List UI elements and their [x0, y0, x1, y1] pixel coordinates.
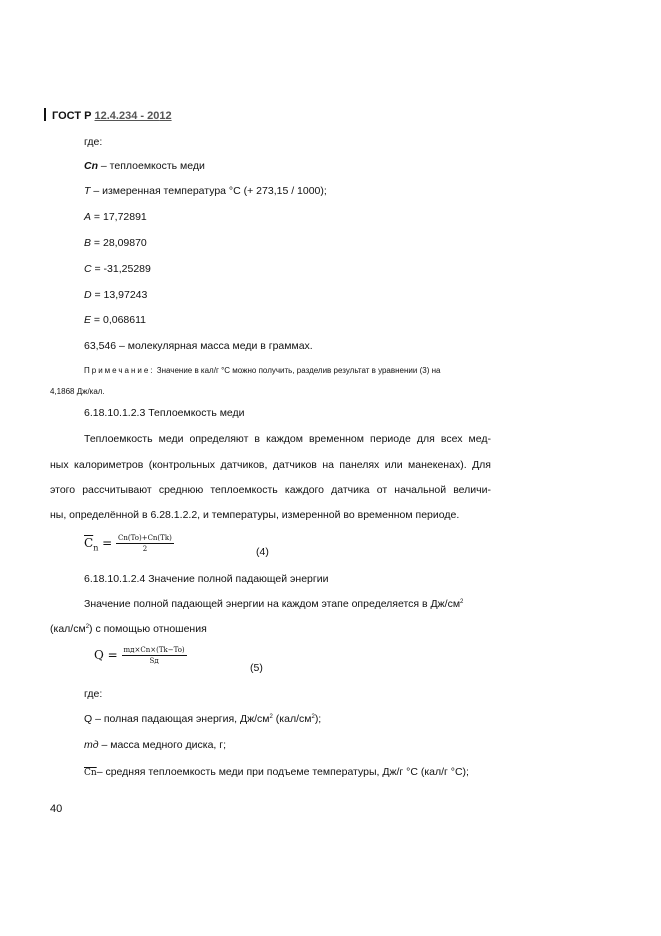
md-definition: – масса медного диска, г;	[98, 739, 226, 751]
def-e	[84, 314, 146, 326]
where-label-1: где:	[84, 136, 103, 148]
paragraph-2-line-2-b: ) с помощью отношения	[89, 623, 207, 635]
page-number: 40	[50, 803, 63, 815]
formula-5-denominator: Sд	[149, 657, 159, 665]
def-c	[84, 263, 151, 275]
a-value: = 17,72891	[91, 211, 147, 223]
paragraph-2-line-1	[84, 598, 463, 610]
md-symbol: mд	[84, 739, 99, 751]
paragraph-2-line-2-a: (кал/см	[50, 623, 86, 635]
b-value: = 28,09870	[91, 237, 147, 249]
header-doc-year: 12	[159, 110, 172, 122]
formula-5-lhs: Q =	[94, 648, 118, 662]
header-doc-number: 12.4.234 - 20	[94, 110, 160, 122]
def-d	[84, 289, 147, 301]
cn-symbol: Cn	[84, 160, 98, 172]
header-standard-prefix: ГОСТ Р	[52, 110, 92, 122]
q-sup-1: 2	[269, 714, 273, 720]
section-heading-6-18-10-1-2-4: 6.18.10.1.2.4 Значение полной падающей энергии	[84, 573, 329, 585]
paragraph-1-line-2: ных калориметров (контрольных датчиков, датчиков на панелях или манекенах). Для	[50, 459, 491, 471]
formula-4-numerator: Cn(To)+Cn(Tk)	[118, 534, 172, 542]
c-value: = -31,25289	[91, 263, 151, 275]
formula-5	[94, 646, 187, 665]
def-a	[84, 211, 147, 223]
d-symbol: D	[84, 289, 92, 301]
note-line-2: 4,1868 Дж/кал.	[50, 387, 105, 396]
cn-definition: – теплоемкость меди	[98, 160, 205, 172]
q-sup-2: 2	[311, 714, 315, 720]
formula-4-lhs: $\overline{C}$	[84, 536, 94, 550]
def-cn	[84, 160, 205, 172]
molar-mass-line: 63,546 – молекулярная масса меди в граммах.	[84, 340, 313, 352]
paragraph-1-line-4: ны, определённой в 6.28.1.2.2, и температуры, измеренной во временном периоде.	[50, 509, 460, 521]
formula-5-numerator: mд×Cn×(Tk−To)	[123, 646, 185, 654]
paragraph-1-line-1: Теплоемкость меди определяют в каждом временном периоде для всех мед-	[84, 433, 491, 445]
t-definition: – измеренная температура °С (+ 273,15 / 1000);	[90, 185, 327, 197]
q-definition-b: (кал/см	[272, 713, 312, 725]
a-symbol: A	[84, 211, 92, 223]
c-symbol: C	[84, 263, 92, 275]
formula-4-lhs-sub: n	[93, 543, 99, 553]
paragraph-2-line-2-sup: 2	[85, 624, 90, 630]
def-b	[84, 237, 147, 249]
equation-number-5: (5)	[250, 662, 263, 674]
note-line-1	[84, 366, 440, 375]
paragraph-2-line-1-text: Значение полной падающей энергии на каждом этапе определяется в Дж/см	[84, 598, 461, 610]
formula-5-fraction	[122, 646, 187, 665]
section-heading-6-18-10-1-2-3: 6.18.10.1.2.3 Теплоемкость меди	[84, 407, 245, 419]
d-value: = 13,97243	[91, 289, 148, 301]
paragraph-2-line-1-sup: 2	[460, 599, 464, 605]
e-value: = 0,068611	[91, 314, 146, 326]
t-symbol: T	[84, 185, 91, 197]
e-symbol: E	[84, 314, 92, 326]
equation-number-4: (4)	[256, 546, 269, 558]
q-definition-c: );	[314, 713, 322, 725]
formula-4-denominator: 2	[142, 545, 148, 553]
paragraph-1-line-3: этого рассчитывают среднюю теплоемкость каждого датчика от начальной величи-	[50, 484, 491, 496]
note-text-1: Значение в кал/г °С можно получить, разделив результат в уравнении (3) на	[154, 366, 441, 375]
b-symbol: B	[84, 237, 92, 249]
def-cn-average	[84, 766, 469, 778]
cn-average-symbol: $\overline{Cn}$	[84, 768, 97, 778]
q-definition-a: Q – полная падающая энергия, Дж/см	[84, 713, 270, 725]
def-q	[84, 713, 321, 725]
def-t	[84, 185, 327, 197]
formula-4-fraction	[116, 534, 174, 553]
formula-4: $\overline{C}_n$ = $\frac{Cn(To)+Cn(Tk)}{2}$	[84, 534, 172, 553]
change-bar	[44, 108, 46, 121]
cn-average-definition: – средняя теплоемкость меди при подъеме температуры, Дж/г °С (кал/г °С);	[96, 766, 469, 778]
where-label-2: где:	[84, 688, 103, 700]
paragraph-2-line-2	[50, 623, 207, 635]
page-header	[44, 108, 172, 122]
def-md	[84, 739, 226, 751]
note-label: Примечание:	[84, 366, 155, 375]
